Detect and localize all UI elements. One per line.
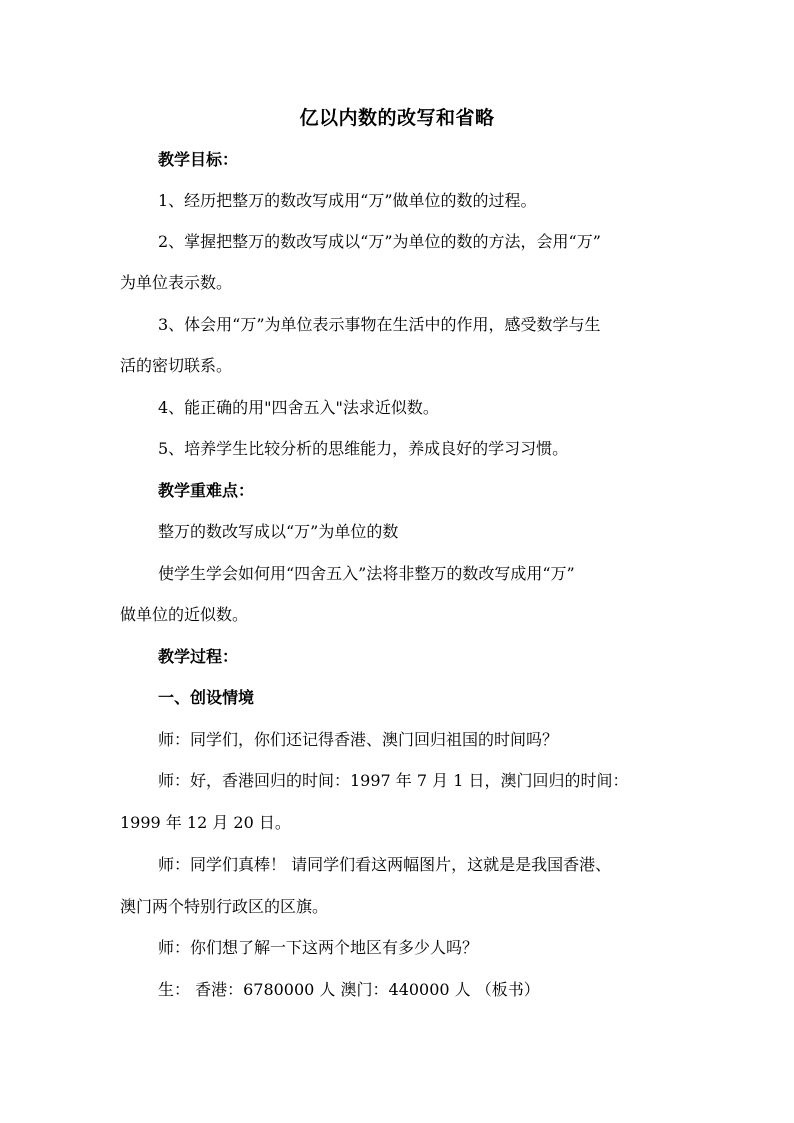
dialogue-student-1: 生： 香港：6780000 人 澳门：440000 人 （板书） [158, 980, 540, 999]
key-point-1: 整万的数改写成以“万”为单位的数 [158, 522, 399, 541]
key-point-2-line-2: 做单位的近似数。 [120, 605, 249, 624]
objective-3-line-1: 3、体会用“万”为单位表示事物在生活中的作用，感受数学与生 [158, 315, 601, 334]
document-title: 亿以内数的改写和省略 [299, 107, 495, 129]
dialogue-teacher-2-line-2: 1999 年 12 月 20 日。 [120, 813, 291, 832]
dialogue-teacher-4: 师：你们想了解一下这两个地区有多少人吗？ [158, 938, 479, 957]
dialogue-teacher-2-line-1: 师：好，香港回归的时间：1997 年 7 月 1 日，澳门回归的时间： [158, 771, 629, 790]
objective-3-line-2: 活的密切联系。 [120, 356, 233, 375]
dialogue-teacher-3-line-2: 澳门两个特别行政区的区旗。 [120, 897, 329, 916]
objective-2-line-2: 为单位表示数。 [120, 273, 233, 292]
objective-2-line-1: 2、掌握把整万的数改写成以“万”为单位的数的方法，会用“万” [158, 232, 601, 251]
key-point-2-line-1: 使学生学会如何用“四舍五入”法将非整万的数改写成用“万” [158, 564, 575, 583]
objective-4: 4、能正确的用"四舍五入"法求近似数。 [158, 398, 439, 417]
objective-1: 1、经历把整万的数改写成用“万”做单位的数的过程。 [158, 191, 537, 210]
dialogue-teacher-3-line-1: 师：同学们真棒！ 请同学们看这两幅图片，这就是是我国香港、 [158, 855, 612, 874]
section-heading-process: 教学过程： [158, 647, 239, 666]
dialogue-teacher-1: 师：同学们，你们还记得香港、澳门回归祖国的时间吗？ [158, 730, 559, 749]
subsection-heading-scenario: 一、创设情境 [158, 688, 255, 707]
section-heading-key-points: 教学重难点： [158, 481, 255, 500]
section-heading-objectives: 教学目标： [158, 150, 239, 169]
objective-5: 5、培养学生比较分析的思维能力，养成良好的学习习惯。 [158, 439, 569, 458]
